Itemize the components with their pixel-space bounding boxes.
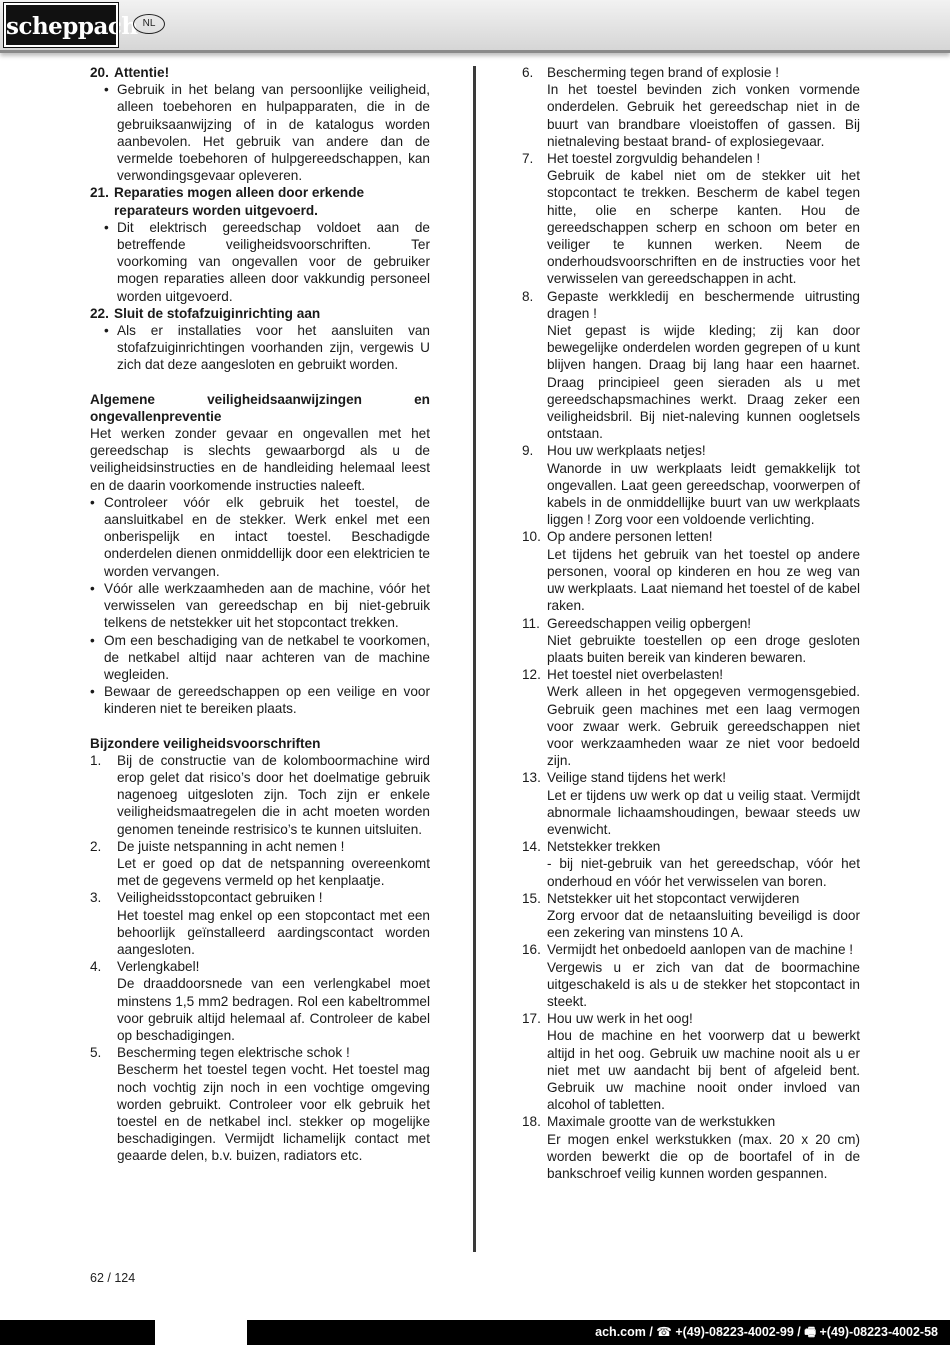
bullet-icon: • bbox=[90, 632, 95, 648]
item-body: Let er tijdens uw werk op dat u veilig staat. Vermijdt abnormale lichaamshoudingen, bewaar steeds uw evenwicht. bbox=[547, 787, 860, 837]
section-number: 21. bbox=[90, 185, 109, 201]
list-item bbox=[522, 666, 860, 769]
bullet-icon: • bbox=[104, 219, 109, 235]
item-title: Veilige stand tijdens het werk! bbox=[547, 770, 727, 786]
item-title: Bij de constructie van de kolomboormachine wird erop gelet dat risico’s door het doelmatige gebruik nagenoeg uitgesloten zijn. Toch zijn er enkele veiligheidsmaatregelen die in acht moeten worden genomen teneinde restrisico’s te kunnen uitsluiten. bbox=[117, 752, 430, 837]
special-safety-heading: Bijzondere veiligheidsvoorschriften bbox=[90, 735, 321, 751]
list-item bbox=[522, 838, 860, 890]
item-title: Bescherming tegen brand of explosie ! bbox=[547, 65, 779, 80]
item-body: Niet gebruikte toestellen op een droge gesloten plaats buiten bereik van kinderen bewaren. bbox=[547, 632, 860, 665]
list-item bbox=[90, 958, 430, 1044]
list-item: • Controleer vóór elk gebruik het toestel, de aansluitkabel en de stekker. Werk enkel met een onberispelijk en intact toestel. Beschadigde onderdelen dienen onmiddellijk door een elektricien te worden vervangen. bbox=[90, 494, 430, 579]
right-column bbox=[522, 64, 860, 1182]
list-item bbox=[522, 150, 860, 288]
item-title: Bescherming tegen elektrische schok ! bbox=[117, 1045, 350, 1061]
general-safety-list bbox=[90, 494, 430, 718]
item-body: Let tijdens het gebruik van het toestel op andere personen, vooral op kinderen en hou ze weg van uw werkplaats. Laat niemand het toestel of de kabel raken. bbox=[547, 546, 860, 614]
item-title: Netstekker uit het stopcontact verwijderen bbox=[547, 890, 800, 906]
list-item: • Gebruik in het belang van persoonlijke veiligheid, alleen toebehoren en hulpapparaten, die in de gebruiksaanwijzing of in de katalogus worden aanbevolen. Het gebruik van andere dan de vermelde toebehoren of hulpgereedschappen, kan verwondingsgevaar opleveren. bbox=[104, 82, 430, 184]
column-divider bbox=[473, 66, 476, 1252]
list-item bbox=[522, 442, 860, 528]
section-title: Sluit de stofafzuiginrichting aan bbox=[114, 305, 321, 321]
item-number: 7. bbox=[522, 151, 534, 167]
bullet-icon: • bbox=[90, 684, 95, 700]
item-number: 15. bbox=[522, 890, 541, 906]
list-item bbox=[522, 1010, 860, 1113]
item-number: 5. bbox=[90, 1045, 102, 1061]
item-number: 4. bbox=[90, 959, 102, 975]
item-title: Gepaste werkkledij en beschermende uitrusting dragen ! bbox=[547, 288, 860, 321]
bullet-icon: • bbox=[90, 494, 95, 510]
item-body: Hou de machine en het voorwerp dat u bewerkt altijd in het oog. Gebruik uw machine nooit als u er niet met uw aandacht bij bent of afgeleid bent. Gebruik uw machine nooit onder invloed van alcohol of tabletten. bbox=[547, 1028, 860, 1113]
list-item bbox=[522, 64, 860, 150]
item-number: 3. bbox=[90, 890, 102, 906]
item-title: Het toestel niet overbelasten! bbox=[547, 667, 724, 683]
section-number: 20. bbox=[90, 65, 109, 80]
item-title: Maximale grootte van de werkstukken bbox=[547, 1114, 776, 1130]
list-item bbox=[90, 752, 430, 838]
item-number: 14. bbox=[522, 839, 541, 855]
item-body: In het toestel bevinden zich vonken vormende onderdelen. Gebruik het gereedschap niet in de buurt van brandbare vloeistoffen of gassen. Bij nietnaleving bestaat brand- of explosiegevaar. bbox=[547, 82, 860, 149]
item-number: 1. bbox=[90, 752, 102, 768]
item-number: 16. bbox=[522, 942, 541, 958]
item-title: Vermijdt het onbedoeld aanlopen van de machine ! bbox=[547, 942, 854, 958]
item-body: - bij niet-gebruik van het gereedschap, vóór het onderhoud en vóór het verwisselen van boren. bbox=[547, 856, 860, 889]
list-item bbox=[90, 889, 430, 958]
item-number: 8. bbox=[522, 288, 534, 304]
item-body: Zorg ervoor dat de netaansluiting beveiligd is door een zekering van minstens 10 A. bbox=[547, 907, 860, 941]
list-item bbox=[90, 838, 430, 890]
left-column bbox=[90, 64, 430, 1165]
header-bar bbox=[0, 0, 950, 53]
item-body: Niet gepast is wijde kleding; zij kan door bewegelijke onderdelen worden gegrepen of u kunt blijven hangen. Draag bij lang haar een haarnet. Draag principieel geen sieraden als u met gereedschapsmachines werkt. Draag zeker een veiligheidsbril. Bij niet-naleving kunnen oogletsels ontstaan. bbox=[547, 323, 860, 442]
item-number: 11. bbox=[522, 615, 540, 631]
section-20-heading bbox=[90, 64, 430, 81]
item-body: Gebruik de kabel niet om de stekker uit het stopcontact te trekken. Bescherm de kabel tegen hitte, olie en scherpe kanten. Hou de gereedschappen scherp en schoon om beter en veiliger te kunnen werken. Neem de onderhoudsvoorschriften en de instructies voor het verwisselen van gereedschappen in acht. bbox=[547, 168, 860, 287]
list-item bbox=[522, 1113, 860, 1182]
bullet-icon: • bbox=[90, 580, 95, 596]
item-title: Het toestel zorgvuldig behandelen ! bbox=[547, 151, 761, 167]
item-number: 17. bbox=[522, 1011, 541, 1027]
section-title: Reparaties mogen alleen door erkende reparateurs worden uitgevoerd. bbox=[114, 185, 365, 218]
list-item: • Bewaar de gereedschappen op een veilige en voor kinderen niet te bereiken plaats. bbox=[90, 684, 430, 717]
list-item: • Als er installaties voor het aansluiten van stofafzuiginrichtingen voorhanden zijn, vergewis U zich dat deze aangesloten en gebruikt worden. bbox=[104, 323, 430, 373]
section-number: 22. bbox=[90, 305, 109, 321]
item-number: 12. bbox=[522, 667, 541, 683]
list-item bbox=[522, 288, 860, 443]
bullet-icon: • bbox=[104, 82, 109, 98]
item-body: Let er goed op dat de netspanning overeenkomt met de gegevens vermeld op het kenplaatje. bbox=[117, 855, 430, 889]
list-item: • Om een beschadiging van de netkabel te voorkomen, de netkabel altijd naar achteren van de machine wegleiden. bbox=[90, 632, 430, 682]
list-item: • Vóór alle werkzaamheden aan de machine, vóór het verwisselen van gereedschap en bij niet-gebruik telkens de netstekker uit het stopcontact trekken. bbox=[90, 580, 430, 631]
list-item bbox=[522, 769, 860, 838]
list-item bbox=[522, 890, 860, 942]
item-title: Hou uw werkplaats netjes! bbox=[547, 443, 706, 459]
item-number: 10. bbox=[522, 529, 541, 545]
scheppach-logo: scheppach bbox=[4, 3, 118, 47]
item-title: De juiste netspanning in acht nemen ! bbox=[117, 838, 345, 854]
general-safety-intro: Het werken zonder gevaar en ongevallen met het gereedschap is slechts gewaarborgd als u de veiligheidsinstructies en de handleiding helemaal leest en de daarin voorkomende instructies naleeft. bbox=[90, 426, 430, 493]
item-number: 6. bbox=[522, 65, 534, 80]
item-body: Wanorde in uw werkplaats leidt gemakkelijk tot ongevallen. Laat geen gereedschap, voorwerpen of kabels in de onmiddellijke buurt van uw werkplaats liggen ! Zorg voor een voldoende verlichting. bbox=[547, 460, 860, 528]
page-number: 62 / 124 bbox=[90, 1271, 136, 1285]
item-number: 13. bbox=[522, 770, 541, 786]
item-number: 9. bbox=[522, 443, 534, 459]
item-body: Werk alleen in het opgegeven vermogensgebied. Gebruik geen machines met een laag vermogen voor zwaar werk. Gebruik gereedschappen niet voor werkzaamheden waar ze niet voor bedoeld zijn. bbox=[547, 684, 860, 769]
item-title: Netstekker trekken bbox=[547, 839, 661, 855]
item-number: 18. bbox=[522, 1114, 541, 1130]
item-body: Bescherm het toestel tegen vocht. Het toestel mag noch vochtig zijn noch in een vochtige omgeving worden gebruikt. Controleer voor elk gebruik het toestel en de netkabel incl. stekker op mogelijke beschadigingen. Vermijdt lichamelijk contact met geaarde delen, b.v. buizen, radiators etc. bbox=[117, 1062, 430, 1164]
list-item bbox=[90, 1044, 430, 1164]
footer-white-block bbox=[155, 1320, 247, 1345]
footer-contact-text: ach.com / ☎ +(49)-08223-4002-99 / 🖷 +(49)-08223-4002-58 bbox=[595, 1325, 938, 1339]
section-21-heading bbox=[90, 184, 430, 218]
item-body: Vergewis u er zich van dat de boormachine uitgeschakeld is als u de stekker het stopcontact in steekt. bbox=[547, 959, 860, 1009]
list-item bbox=[522, 941, 860, 1010]
item-title: Op andere personen letten! bbox=[547, 529, 713, 545]
general-safety-heading: Algemene veiligheidsaanwijzingen en ongevallenpreventie bbox=[90, 391, 430, 424]
section-22-heading bbox=[90, 305, 430, 322]
footer-bar bbox=[0, 1320, 950, 1345]
list-item bbox=[522, 615, 860, 667]
item-title: Hou uw werk in het oog! bbox=[547, 1011, 693, 1027]
item-body: Er mogen enkel werkstukken (max. 20 x 20 cm) worden bewerkt die op de boortafel of in de bankschroef veilig kunnen worden gespannen. bbox=[547, 1131, 860, 1181]
bullet-icon: • bbox=[104, 323, 109, 339]
item-body: De draaddoorsnede van een verlengkabel moet minstens 1,5 mm2 bedragen. Rol een kabeltrommel voor gebruik altijd helemaal af. Controleer de kabel op beschadigingen. bbox=[117, 976, 430, 1043]
item-title: Verlengkabel! bbox=[117, 959, 200, 975]
list-item bbox=[522, 528, 860, 614]
language-badge: NL bbox=[133, 14, 165, 34]
item-number: 2. bbox=[90, 838, 102, 854]
section-title: Attentie! bbox=[114, 65, 170, 80]
item-title: Veiligheidsstopcontact gebruiken ! bbox=[117, 890, 323, 906]
item-body: Het toestel mag enkel op een stopcontact met een behoorlijk geïnstalleerd aardingscontact worden aangesloten. bbox=[117, 907, 430, 957]
item-title: Gereedschappen veilig opbergen! bbox=[547, 615, 752, 631]
list-item: • Dit elektrisch gereedschap voldoet aan de betreffende veiligheidsvoorschriften. Ter voorkoming van ongevallen voor de gebruiker mogen reparaties alleen door vakkundig personeel worden uitgevoerd. bbox=[104, 219, 430, 304]
special-safety-list bbox=[90, 752, 430, 1165]
